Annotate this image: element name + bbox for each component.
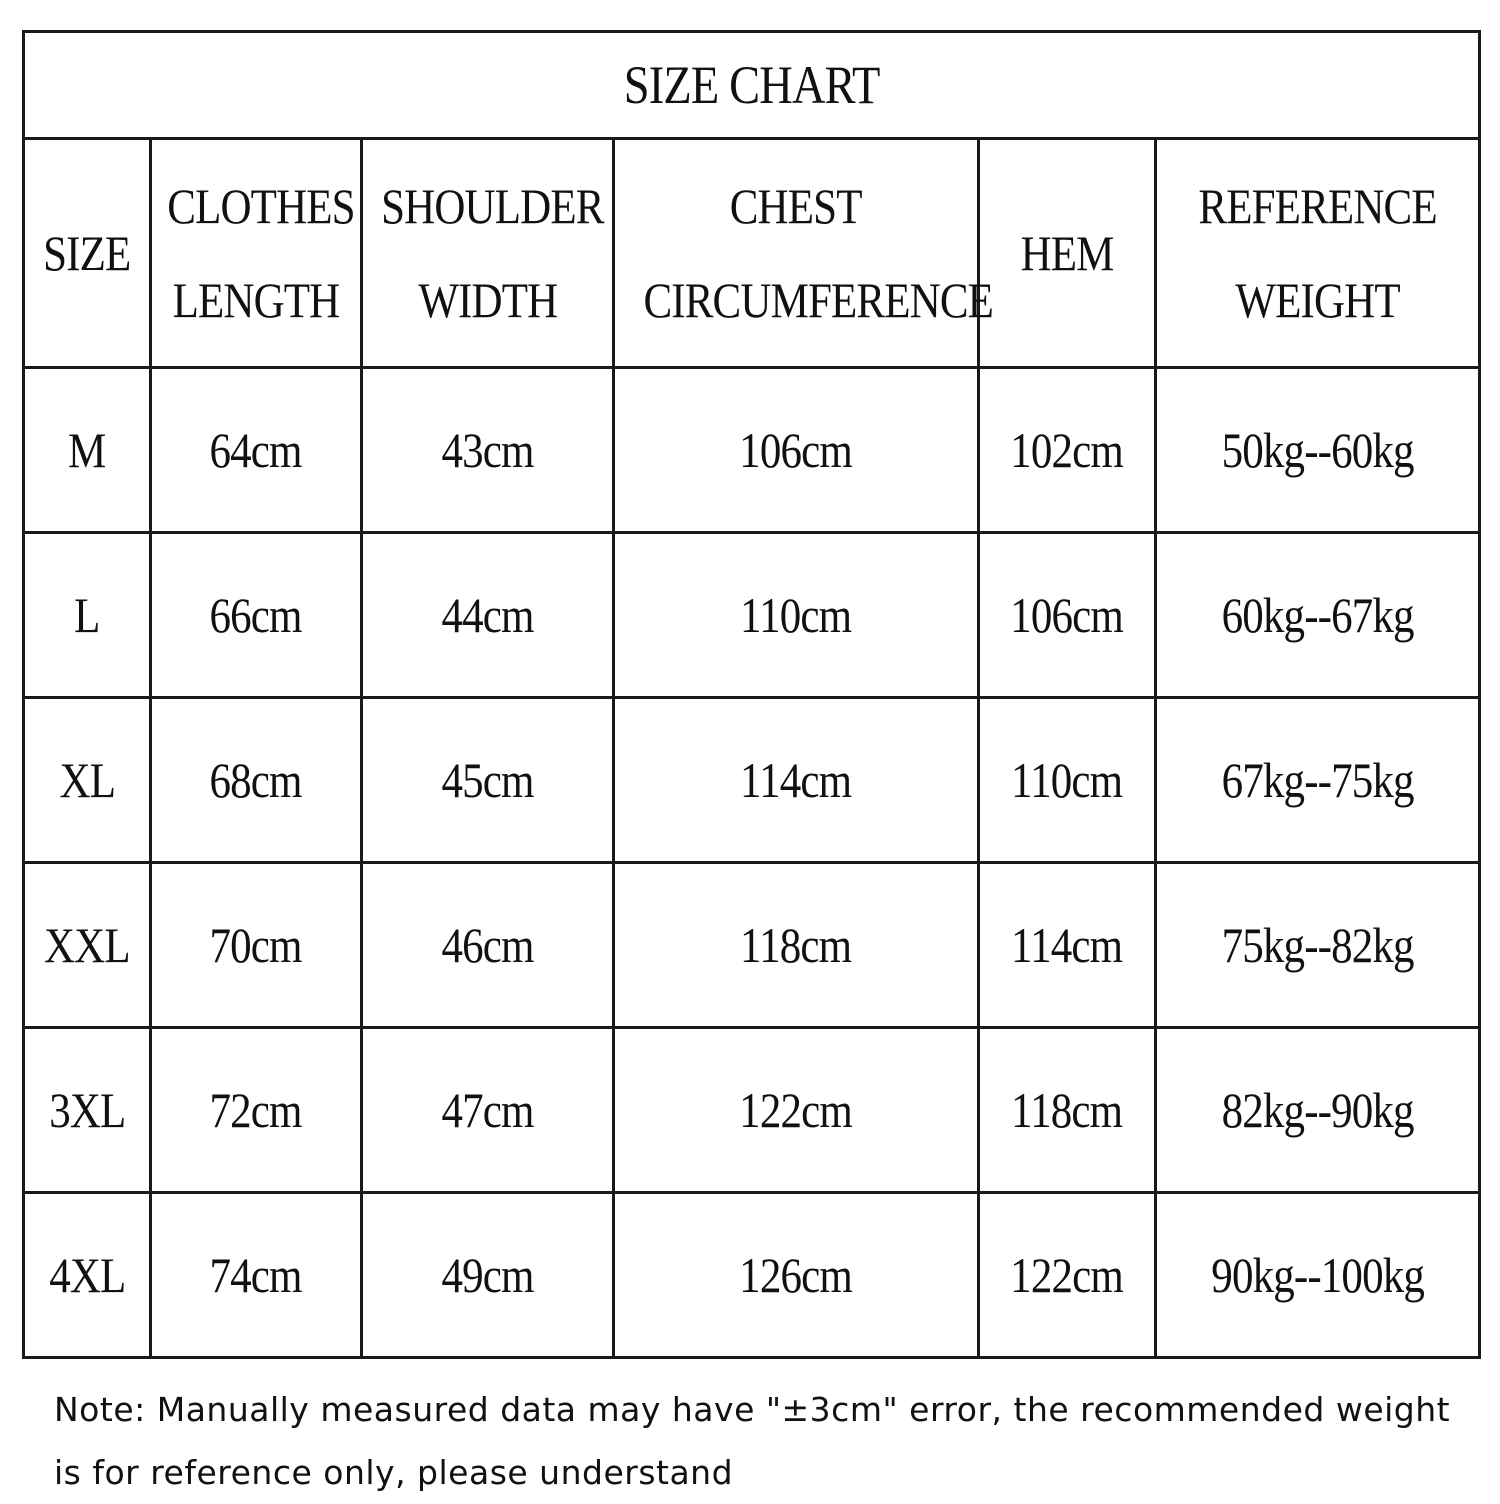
cell-shoulder-width: 44cm [362, 533, 614, 698]
cell-hem: 114cm [979, 863, 1156, 1028]
cell-weight: 50kg--60kg [1156, 368, 1480, 533]
header-reference-weight [1156, 139, 1480, 368]
header-size [24, 139, 151, 368]
chart-title: SIZE CHART [623, 55, 880, 115]
cell-size: XL [24, 698, 151, 863]
header-shoulder-width-line1: SHOULDER [381, 178, 604, 234]
cell-shoulder-width: 46cm [362, 863, 614, 1028]
size-chart-body [24, 32, 1480, 1358]
cell-size: XXL [24, 863, 151, 1028]
header-weight-line2: WEIGHT [1235, 272, 1400, 328]
cell-hem: 122cm [979, 1193, 1156, 1358]
table-row [24, 1193, 1480, 1358]
table-row [24, 533, 1480, 698]
cell-clothes-length: 66cm [151, 533, 362, 698]
header-size-label: SIZE [43, 225, 131, 281]
measurement-note: Note: Manually measured data may have "±3cm" error, the recommended weight is for reference only, please understand [54, 1390, 1451, 1492]
cell-chest: 114cm [614, 698, 979, 863]
header-chest-line2: CIRCUMFERENCE [643, 272, 994, 328]
cell-hem: 110cm [979, 698, 1156, 863]
cell-hem: 102cm [979, 368, 1156, 533]
cell-weight: 75kg--82kg [1156, 863, 1480, 1028]
cell-weight: 60kg--67kg [1156, 533, 1480, 698]
cell-shoulder-width: 45cm [362, 698, 614, 863]
cell-size: M [24, 368, 151, 533]
cell-size: 3XL [24, 1028, 151, 1193]
header-shoulder-width-line2: WIDTH [418, 272, 557, 328]
cell-weight: 67kg--75kg [1156, 698, 1480, 863]
cell-clothes-length: 74cm [151, 1193, 362, 1358]
cell-weight: 90kg--100kg [1156, 1193, 1480, 1358]
table-row [24, 1028, 1480, 1193]
header-chest-line1: CHEST [730, 178, 862, 234]
header-clothes-length [151, 139, 362, 368]
cell-size: 4XL [24, 1193, 151, 1358]
cell-hem: 118cm [979, 1028, 1156, 1193]
cell-clothes-length: 68cm [151, 698, 362, 863]
chart-title-cell [24, 32, 1480, 139]
table-row [24, 698, 1480, 863]
cell-chest: 126cm [614, 1193, 979, 1358]
cell-clothes-length: 70cm [151, 863, 362, 1028]
header-hem-label: HEM [1020, 225, 1114, 281]
cell-chest: 106cm [614, 368, 979, 533]
cell-shoulder-width: 43cm [362, 368, 614, 533]
table-row [24, 368, 1480, 533]
table-row [24, 863, 1480, 1028]
cell-weight: 82kg--90kg [1156, 1028, 1480, 1193]
header-clothes-length-line2: LENGTH [172, 272, 340, 328]
header-hem [979, 139, 1156, 368]
cell-clothes-length: 64cm [151, 368, 362, 533]
header-chest-circumference [614, 139, 994, 368]
cell-hem: 106cm [979, 533, 1156, 698]
cell-shoulder-width: 49cm [362, 1193, 614, 1358]
header-clothes-length-line1: CLOTHES [167, 178, 355, 234]
header-weight-line1: REFERENCE [1198, 178, 1437, 234]
cell-shoulder-width: 47cm [362, 1028, 614, 1193]
header-row [24, 139, 1480, 368]
title-row [24, 32, 1480, 139]
cell-chest: 118cm [614, 863, 979, 1028]
header-shoulder-width [362, 139, 614, 368]
cell-chest: 110cm [614, 533, 979, 698]
cell-size: L [24, 533, 151, 698]
size-chart-table [22, 30, 1481, 1359]
cell-chest: 122cm [614, 1028, 979, 1193]
cell-clothes-length: 72cm [151, 1028, 362, 1193]
